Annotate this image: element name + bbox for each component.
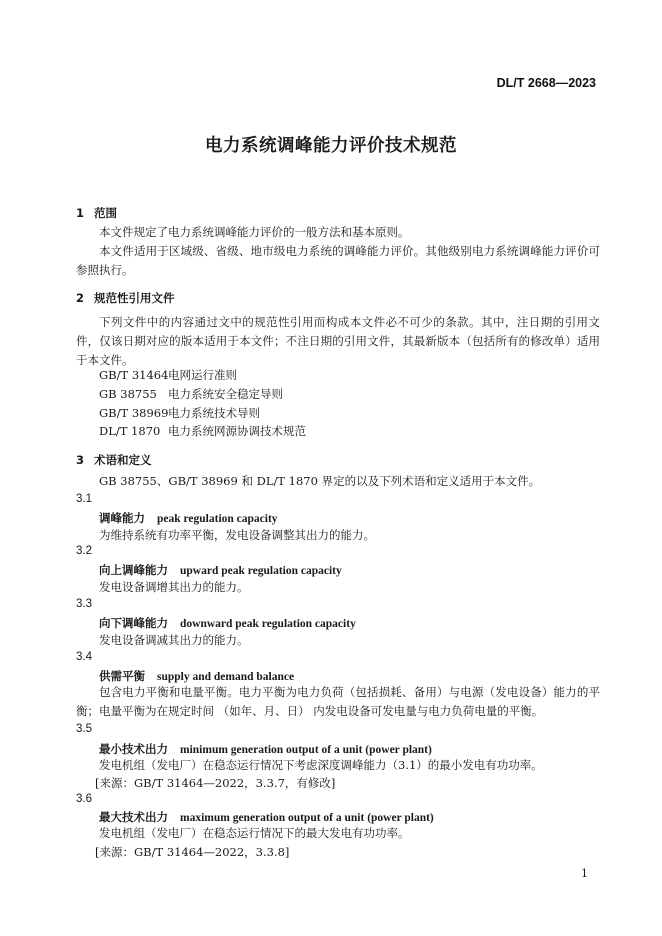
term-en: upward peak regulation capacity — [180, 565, 342, 577]
standard-number: DL/T 2668—2023 — [496, 76, 596, 90]
section-title: 规范性引用文件 — [94, 291, 175, 305]
term-en: maximum generation output of a unit (power plant) — [180, 812, 434, 824]
reference-code: DL/T 1870 — [99, 424, 161, 438]
reference-code: GB/T 31464 — [99, 368, 169, 382]
term-en: downward peak regulation capacity — [180, 618, 356, 630]
term-zh: 向下调峰能力 — [99, 616, 168, 630]
reference-item — [99, 386, 283, 402]
term-heading — [99, 510, 278, 526]
term-heading — [99, 741, 432, 757]
term-zh: 供需平衡 — [99, 669, 145, 683]
term-zh: 调峰能力 — [99, 511, 145, 525]
reference-code: GB 38755 — [99, 387, 157, 401]
section-number: 3 — [76, 453, 85, 467]
section-1-paragraph-1: 本文件规定了电力系统调峰能力评价的一般方法和基本原则。 — [99, 225, 410, 239]
section-2-paragraph: 下列文件中的内容通过文中的规范性引用而构成本文件必不可少的条款。其中，注日期的引用文件，仅该日期对应的版本适用于本文件；不注日期的引用文件，其最新版本（包括所有的修改单）适用于本文件。 — [76, 315, 600, 367]
term-source: [来源：GB/T 31464—2022，3.3.7，有修改] — [95, 776, 336, 790]
term-heading — [99, 809, 434, 825]
reference-item — [99, 367, 237, 383]
term-definition: 发电机组（发电厂）在稳态运行情况下考虑深度调峰能力（3.1）的最小发电有功功率。 — [99, 758, 543, 772]
document-title: 电力系统调峰能力评价技术规范 — [205, 136, 457, 156]
term-definition: 发电设备调增其出力的能力。 — [99, 580, 249, 594]
term-number: 3.2 — [76, 545, 92, 557]
reference-title: 电力系统网源协调技术规范 — [168, 424, 306, 438]
term-en: supply and demand balance — [157, 671, 295, 683]
page-number: 1 — [581, 867, 588, 880]
section-title: 范围 — [94, 206, 117, 220]
section-2-heading — [76, 290, 175, 306]
term-number: 3.1 — [76, 493, 92, 505]
term-heading — [99, 668, 294, 684]
section-3-intro: GB 38755、GB/T 38969 和 DL/T 1870 界定的以及下列术语和定义适用于本文件。 — [99, 474, 541, 488]
section-3-heading — [76, 452, 152, 468]
term-heading — [99, 615, 356, 631]
term-definition: 包含电力平衡和电量平衡。电力平衡为电力负荷（包括损耗、备用）与电源（发电设备）能力的平衡；电量平衡为在规定时间 （如年、月、日） 内发电设备可发电量与电力负荷电量的平衡。 — [76, 685, 600, 718]
term-number: 3.3 — [76, 598, 92, 610]
term-zh: 最小技术出力 — [99, 742, 168, 756]
term-definition: 发电设备调减其出力的能力。 — [99, 633, 249, 647]
section-number: 1 — [76, 206, 85, 220]
term-zh: 最大技术出力 — [99, 810, 168, 824]
section-number: 2 — [76, 291, 85, 305]
section-1-paragraph-2: 本文件适用于区域级、省级、地市级电力系统的调峰能力评价。其他级别电力系统调峰能力评价可参照执行。 — [76, 244, 600, 277]
section-1-heading — [76, 205, 117, 221]
reference-item — [99, 423, 306, 439]
reference-title: 电力系统技术导则 — [168, 406, 260, 420]
reference-code: GB/T 38969 — [99, 406, 169, 420]
term-en: peak regulation capacity — [157, 513, 278, 525]
term-heading — [99, 562, 342, 578]
term-en: minimum generation output of a unit (power plant) — [180, 744, 432, 756]
reference-title: 电力系统安全稳定导则 — [168, 387, 283, 401]
term-number: 3.4 — [76, 651, 92, 663]
term-number: 3.5 — [76, 723, 92, 735]
term-definition: 发电机组（发电厂）在稳态运行情况下的最大发电有功功率。 — [99, 826, 410, 840]
term-number: 3.6 — [76, 793, 92, 805]
term-definition: 为维持系统有功率平衡，发电设备调整其出力的能力。 — [99, 528, 375, 542]
reference-title: 电网运行准则 — [168, 368, 237, 382]
section-title: 术语和定义 — [94, 453, 152, 467]
term-source: [来源：GB/T 31464—2022，3.3.8] — [95, 845, 290, 859]
term-zh: 向上调峰能力 — [99, 563, 168, 577]
reference-item — [99, 405, 260, 421]
